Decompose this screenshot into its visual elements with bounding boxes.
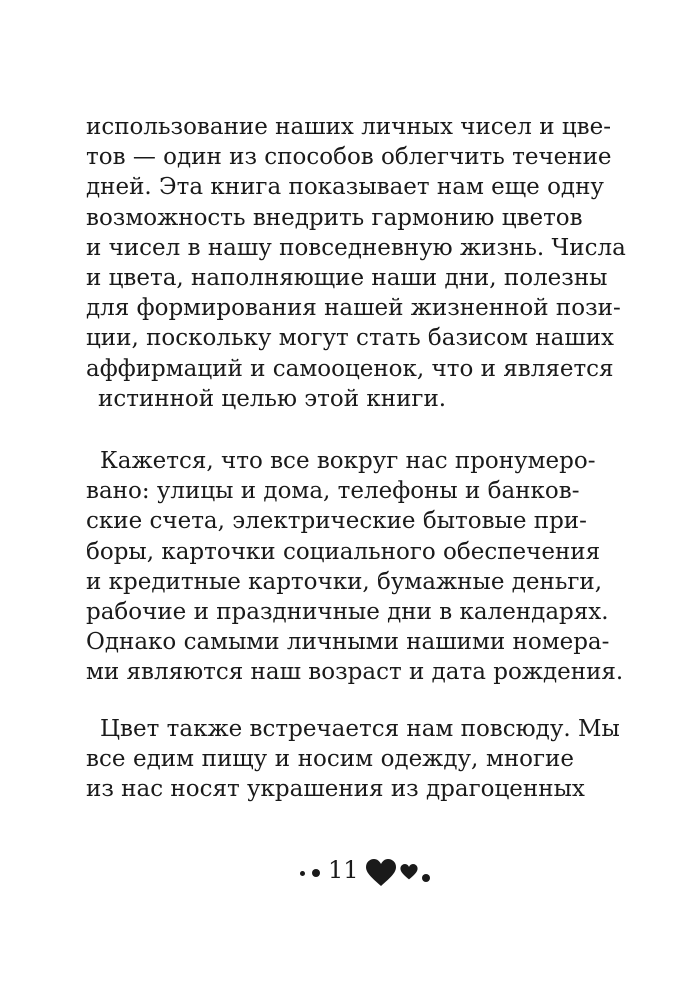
text-line: вано: улицы и дома, телефоны и банков- [86,478,580,505]
text-line: и кредитные карточки, бумажные деньги, [86,568,603,595]
text-line: ции, поскольку могут стать базисом наших [86,325,615,352]
text-line: для формирования нашей жизненной пози- [86,295,621,322]
text-line: Цвет также встречается нам повсюду. Мы [100,716,620,742]
text-line: возможность внедрить гармонию цветов [86,204,583,231]
text-line: ские счета, электрические бытовые при- [86,508,587,535]
page-footer [0,855,686,895]
text-line: истинной целью этой книги. [98,385,447,412]
paragraph-2 [86,446,624,688]
text-line: Однако самыми личными нашими номера- [86,629,610,656]
text-line: Кажется, что все вокруг нас пронумеро- [100,448,596,474]
text-line: тов — один из способов облегчить течение [86,144,612,171]
text-line: ми являются наш возраст и дата рождения. [86,659,624,686]
text-line: из нас носят украшения из драгоценных [86,776,585,803]
text-line: использование наших личных чисел и цве- [86,114,611,140]
text-line: все едим пищу и носим одежду, многие [86,746,574,773]
small-dot-icon [300,871,305,876]
paragraph-1 [86,112,626,414]
page-number: 11 [328,856,359,884]
text-line: и чисел в нашу повседневную жизнь. Числа [86,234,626,261]
heart-icon [366,859,396,887]
small-heart-icon [400,864,418,880]
dot-icon [422,874,430,882]
text-line: рабочие и праздничные дни в календарях. [86,598,609,625]
text-line: и цвета, наполняющие наши дни, полезны [86,264,608,291]
text-line: аффирмаций и самооценок, что и является [86,355,614,382]
dot-icon [312,869,320,877]
text-line: дней. Эта книга показывает нам еще одну [86,174,604,201]
text-line: боры, карточки социального обеспечения [86,538,601,565]
paragraph-3 [86,714,620,805]
